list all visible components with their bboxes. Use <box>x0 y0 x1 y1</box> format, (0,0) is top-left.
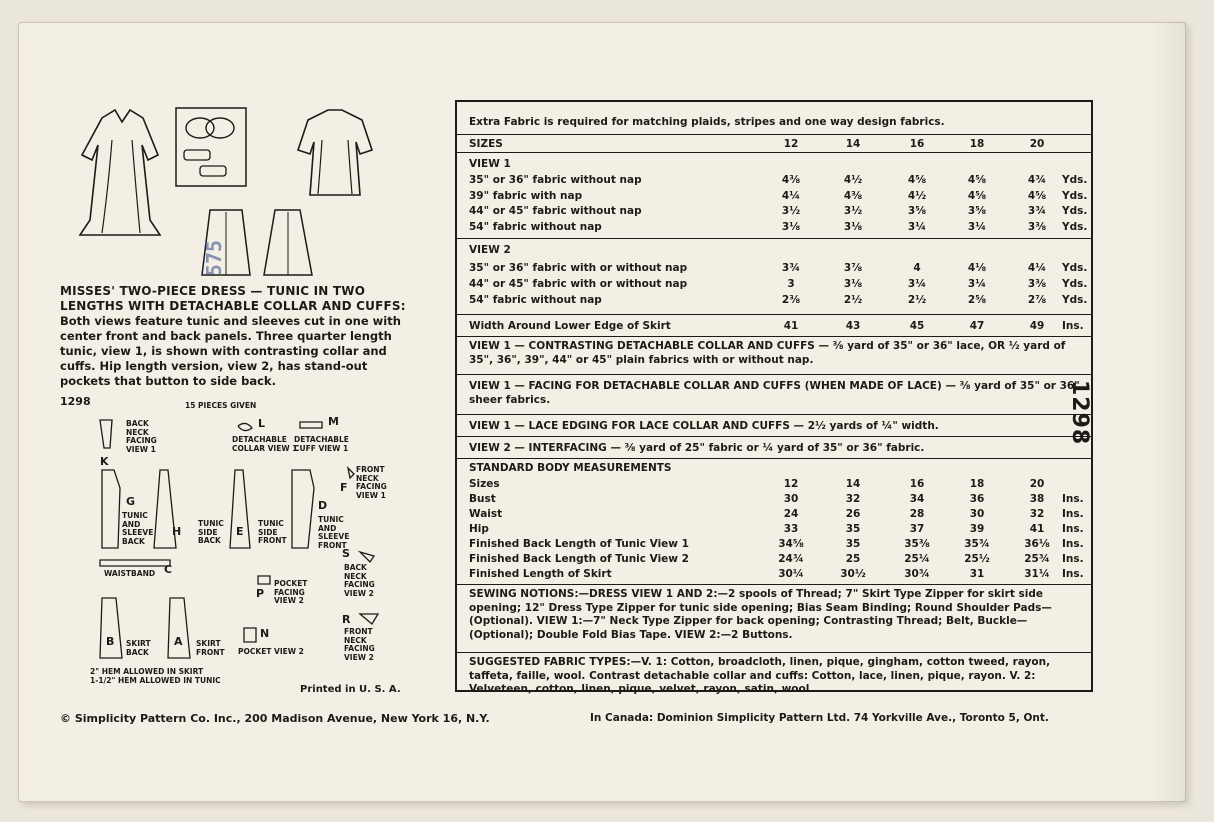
row-value: 16 <box>909 478 925 490</box>
row-value: 2⅞ <box>1027 294 1047 306</box>
piece-letter: S <box>342 547 350 560</box>
pattern-body: Both views feature tunic and sleeves cut in one with center front and back panels. Three quarter length tunic, view 1, is shown with contrasting collar and cuffs. Hip length version, view 2, has stand-out pockets that button to side back. <box>60 314 401 388</box>
row-value: 3⅝ <box>907 205 927 217</box>
table-rule <box>457 314 1091 315</box>
piece-letter: A <box>174 635 183 648</box>
table-rule <box>457 336 1091 337</box>
row-value: 34 <box>909 493 925 505</box>
row-value: 2½ <box>843 294 863 306</box>
piece-label: FRONT NECK FACING VIEW 2 <box>344 627 375 662</box>
row-value: 18 <box>969 478 985 490</box>
view2-header: VIEW 2 <box>469 244 511 256</box>
row-value: 34⅝ <box>778 538 804 550</box>
row-value: 35 <box>845 538 861 550</box>
row-value: 32 <box>845 493 861 505</box>
table-rule <box>457 458 1091 459</box>
row-value: 35 <box>845 523 861 535</box>
row-value: 39 <box>969 523 985 535</box>
row-unit: Ins. <box>1062 568 1084 580</box>
row-value: 3 <box>787 278 795 290</box>
row-value: 30½ <box>840 568 866 580</box>
table-rule <box>457 238 1091 239</box>
piece-letter: H <box>172 525 182 538</box>
row-label: 54" fabric without nap <box>469 294 602 306</box>
row-value: 3½ <box>781 205 801 217</box>
row-value: 3⅝ <box>967 205 987 217</box>
piece-label: DETACHABLE COLLAR VIEW 1 <box>232 435 298 453</box>
hem-note: 1-1/2" HEM ALLOWED IN TUNIC <box>90 676 221 685</box>
row-value: 4½ <box>843 174 863 186</box>
piece-label: FRONT NECK FACING VIEW 1 <box>356 465 387 500</box>
size-header: 14 <box>845 138 861 150</box>
row-value: 4⅝ <box>907 174 927 186</box>
piece-letter: D <box>318 499 328 512</box>
piece-label: TUNIC AND SLEEVE FRONT <box>318 515 350 550</box>
row-label: Sizes <box>469 478 500 490</box>
row-value: 25 <box>845 553 861 565</box>
row-value: 30 <box>969 508 985 520</box>
row-value: 3⅞ <box>843 262 863 274</box>
envelope-edge-shading <box>1150 22 1186 802</box>
row-value: 25½ <box>964 553 990 565</box>
row-label: 44" or 45" fabric with or without nap <box>469 278 688 290</box>
piece-label: SKIRT FRONT <box>196 639 225 657</box>
size-header: 16 <box>909 138 925 150</box>
row-value: 4¼ <box>781 189 801 202</box>
body-measurements-header: STANDARD BODY MEASUREMENTS <box>469 462 672 474</box>
size-header: 12 <box>783 138 799 150</box>
row-value: 12 <box>783 478 799 490</box>
row-value: 3⅛ <box>781 220 801 233</box>
size-header: 18 <box>969 138 985 150</box>
table-rule <box>457 414 1091 415</box>
row-value: 3¼ <box>967 278 987 290</box>
piece-label: BACK NECK FACING VIEW 2 <box>344 563 375 598</box>
hem-note: 2" HEM ALLOWED IN SKIRT <box>90 667 204 676</box>
piece-label: POCKET FACING VIEW 2 <box>274 579 308 605</box>
piece-letter: M <box>328 415 339 428</box>
row-value: 3¼ <box>907 278 927 290</box>
pattern-description <box>60 284 415 389</box>
row-unit: Yds. <box>1062 174 1088 186</box>
row-value: 28 <box>909 508 925 520</box>
canada-footer: In Canada: Dominion Simplicity Pattern Ltd. 74 Yorkville Ave., Toronto 5, Ont. <box>590 712 1049 724</box>
row-label: 44" or 45" fabric without nap <box>469 205 642 217</box>
row-value: 30¼ <box>778 568 804 580</box>
row-value: 4⅛ <box>967 262 987 274</box>
row-value: 3⅜ <box>1027 220 1047 233</box>
piece-label: TUNIC AND SLEEVE BACK <box>122 511 154 546</box>
row-unit: Yds. <box>1062 189 1088 202</box>
row-label: 39" fabric with nap <box>469 189 583 202</box>
view1-header: VIEW 1 <box>469 158 511 170</box>
suggested-fabrics: SUGGESTED FABRIC TYPES:—V. 1: Cotton, broadcloth, linen, pique, gingham, cotton tweed, rayon, taffeta, faille, wool. Contrast detachable collar and cuffs: Cotton, lace, linen, pique, rayon. V. 2: Velveteen, cotton, linen, pique, velvet, rayon, satin, wool. <box>469 656 1051 695</box>
row-label: Hip <box>469 523 489 535</box>
row-value: 3⅛ <box>843 278 863 290</box>
row-unit: Ins. <box>1062 508 1084 520</box>
row-value: 3¾ <box>781 262 801 274</box>
row-value: 35¾ <box>964 538 990 550</box>
row-label: Finished Back Length of Tunic View 2 <box>469 553 689 565</box>
row-value: 32 <box>1029 508 1045 520</box>
row-value: 14 <box>845 478 861 490</box>
row-value: 4⅜ <box>781 174 801 186</box>
width-value: 47 <box>969 320 985 332</box>
row-unit: Yds. <box>1062 278 1088 290</box>
row-value: 25¼ <box>904 553 930 565</box>
pattern-number: 1298 <box>60 395 91 408</box>
row-value: 24 <box>783 508 799 520</box>
table-rule <box>457 152 1091 153</box>
row-unit: Yds. <box>1062 220 1088 233</box>
piece-label: TUNIC SIDE BACK <box>198 519 224 545</box>
width-label: Width Around Lower Edge of Skirt <box>469 320 671 332</box>
piece-letter: G <box>126 495 136 508</box>
row-value: 2⅝ <box>967 294 987 306</box>
row-value: 36⅛ <box>1024 538 1050 550</box>
garment-illustrations <box>60 100 420 280</box>
piece-label: DETACHABLE CUFF VIEW 1 <box>294 435 349 453</box>
row-value: 37 <box>909 523 925 535</box>
piece-label: BACK NECK FACING VIEW 1 <box>126 419 157 454</box>
side-pattern-number: 1298 <box>1067 380 1092 446</box>
row-value: 4⅝ <box>967 174 987 186</box>
table-rule <box>457 134 1091 135</box>
row-unit: Yds. <box>1062 205 1088 217</box>
pieces-given: 15 PIECES GIVEN <box>185 401 257 410</box>
table-rule <box>457 436 1091 437</box>
piece-letter: F <box>340 481 348 494</box>
row-value: 31 <box>969 568 985 580</box>
piece-letter: K <box>100 455 109 468</box>
row-unit: Ins. <box>1062 493 1084 505</box>
contrast-collar-note: VIEW 1 — CONTRASTING DETACHABLE COLLAR AND CUFFS — ⅜ yard of 35" or 36" lace, OR ½ yard of 35", 36", 39", 44" or 45" plain fabrics with or without nap. <box>469 340 1066 366</box>
row-value: 4⅝ <box>1027 189 1047 202</box>
interfacing-note: VIEW 2 — INTERFACING — ⅜ yard of 25" fabric or ¼ yard of 35" or 36" fabric. <box>469 442 925 454</box>
row-value: 2½ <box>907 294 927 306</box>
row-value: 31¼ <box>1024 568 1050 580</box>
row-unit: Ins. <box>1062 538 1084 550</box>
piece-letter: B <box>106 635 115 648</box>
row-value: 36 <box>969 493 985 505</box>
row-label: Finished Back Length of Tunic View 1 <box>469 538 689 550</box>
width-value: 41 <box>783 320 799 332</box>
row-value: 4⅝ <box>967 189 987 202</box>
row-value: 26 <box>845 508 861 520</box>
row-value: 3⅜ <box>1027 278 1047 290</box>
row-value: 25¾ <box>1024 553 1050 565</box>
row-label: 35" or 36" fabric with or without nap <box>469 262 688 274</box>
piece-letter: E <box>236 525 244 538</box>
pattern-title: MISSES' TWO-PIECE DRESS — TUNIC IN TWO LENGTHS WITH DETACHABLE COLLAR AND CUFFS: <box>60 284 406 313</box>
piece-label: SKIRT BACK <box>126 639 151 657</box>
width-value: 49 <box>1029 320 1045 332</box>
row-value: 33 <box>783 523 799 535</box>
width-value: 43 <box>845 320 861 332</box>
row-label: 54" fabric without nap <box>469 220 602 233</box>
row-unit: Yds. <box>1062 294 1088 306</box>
lace-facing-note: VIEW 1 — FACING FOR DETACHABLE COLLAR AND CUFFS (WHEN MADE OF LACE) — ⅜ yard of 35" or 36" sheer fabrics. <box>469 380 1080 406</box>
row-value: 3¼ <box>907 220 927 233</box>
size-header: 20 <box>1029 138 1045 150</box>
store-stamp: 575 <box>202 239 227 277</box>
piece-label: POCKET VIEW 2 <box>238 647 304 656</box>
row-value: 20 <box>1029 478 1045 490</box>
piece-letter: R <box>342 613 351 626</box>
piece-label: TUNIC SIDE FRONT <box>258 519 287 545</box>
piece-letter: P <box>256 587 265 600</box>
table-rule <box>457 652 1091 653</box>
row-value: 35⅜ <box>904 538 930 550</box>
table-rule <box>457 584 1091 585</box>
row-value: 30¾ <box>904 568 930 580</box>
row-value: 4¼ <box>1027 262 1047 274</box>
row-value: 3¾ <box>1027 205 1047 217</box>
sizes-header: SIZES <box>469 138 503 150</box>
row-label: 35" or 36" fabric without nap <box>469 174 642 186</box>
row-value: 4½ <box>907 189 927 202</box>
copyright-footer: © Simplicity Pattern Co. Inc., 200 Madison Avenue, New York 16, N.Y. <box>60 712 490 725</box>
row-value: 3⅛ <box>843 220 863 233</box>
width-unit: Ins. <box>1062 320 1084 332</box>
extra-fabric-note: Extra Fabric is required for matching plaids, stripes and one way design fabrics. <box>469 116 945 128</box>
row-value: 30 <box>783 493 799 505</box>
row-value: 38 <box>1029 493 1045 505</box>
row-unit: Ins. <box>1062 523 1084 535</box>
row-unit: Ins. <box>1062 553 1084 565</box>
row-label: Bust <box>469 493 496 505</box>
piece-letter: N <box>260 627 270 640</box>
sewing-notions: SEWING NOTIONS:—DRESS VIEW 1 AND 2:—2 spools of Thread; 7" Skirt Type Zipper for skirt side opening; 12" Dress Type Zipper for tunic side opening; Bias Seam Binding; Round Shoulder Pads—(Optional). VIEW 1:—7" Neck Type Zipper for back opening; Contrasting Thread; Belt, Buckle—(Optional); Double Fold Bias Tape. VIEW 2:—2 Buttons. <box>469 588 1052 641</box>
table-rule <box>457 374 1091 375</box>
printed-in: Printed in U. S. A. <box>300 684 401 695</box>
fabric-requirements-table <box>455 100 1093 695</box>
row-value: 24¾ <box>778 553 804 565</box>
piece-letter: C <box>164 563 173 576</box>
row-value: 3½ <box>843 205 863 217</box>
row-value: 4⅜ <box>843 189 863 202</box>
row-unit: Yds. <box>1062 262 1088 274</box>
pattern-pieces-diagram <box>60 395 420 698</box>
row-value: 4¾ <box>1027 174 1047 186</box>
row-label: Finished Length of Skirt <box>469 568 612 580</box>
row-value: 4 <box>913 262 921 274</box>
width-value: 45 <box>909 320 925 332</box>
piece-letter: L <box>258 417 266 430</box>
row-value: 41 <box>1029 523 1045 535</box>
row-label: Waist <box>469 508 503 520</box>
row-value: 2⅜ <box>781 294 801 306</box>
lace-edging-note: VIEW 1 — LACE EDGING FOR LACE COLLAR AND CUFFS — 2½ yards of ¼" width. <box>469 420 939 432</box>
piece-label: WAISTBAND <box>104 569 156 578</box>
row-value: 3¼ <box>967 220 987 233</box>
